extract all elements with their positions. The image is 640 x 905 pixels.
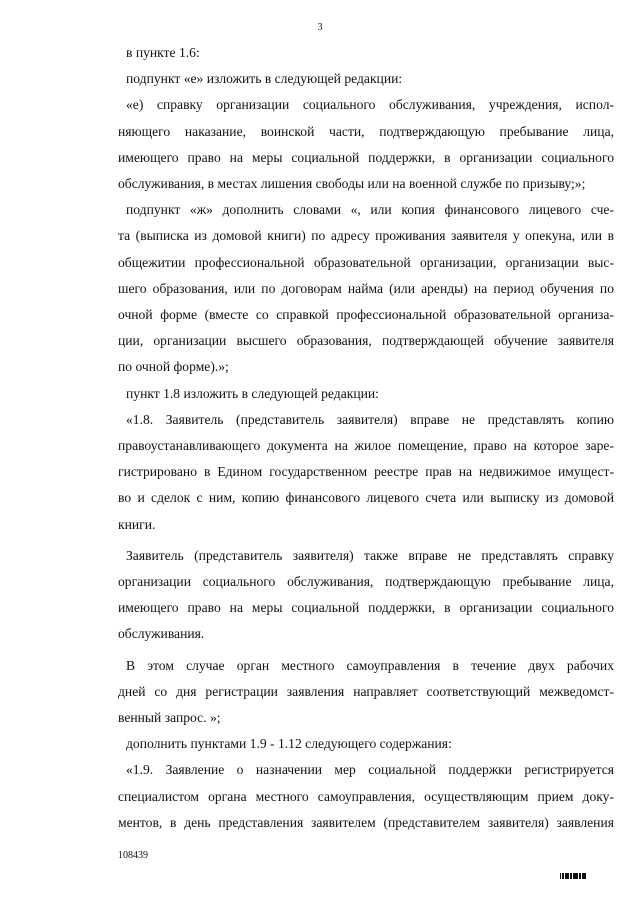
text-line: дней со дня регистрации заявления направляет соответствующий межведомст-	[118, 683, 614, 699]
text-line: подпункт «ж» дополнить словами «, или копия финансового лицевого сче-	[126, 202, 614, 218]
text-line: в пункте 1.6:	[126, 45, 200, 60]
document-code: 108439	[118, 850, 148, 861]
text-line: имеющего право на меры социальной поддержки, в организации социального	[118, 149, 614, 165]
text-line: венный запрос. »;	[118, 710, 221, 726]
text-line: гистрировано в Едином государственном реестре прав на недвижимое имущест-	[118, 464, 614, 480]
text-line: «е) справку организации социального обслуживания, учреждения, испол-	[126, 97, 614, 113]
text-line: общежитии профессиональной образовательной организации, организации выс-	[118, 254, 614, 270]
text-line: очной форме (вместе со справкой профессиональной образовательной организа-	[118, 307, 614, 323]
barcode-mark	[560, 873, 586, 879]
text-line: шего образования, или по договорам найма (или аренды) на период обучения по	[118, 280, 614, 296]
text-line: дополнить пунктами 1.9 - 1.12 следующего содержания:	[126, 736, 452, 752]
text-line: правоустанавливающего документа на жилое помещение, право на которое заре-	[118, 438, 614, 454]
text-line: специалистом органа местного самоуправления, осуществляющим прием доку-	[118, 788, 614, 804]
text-line: по очной форме).»;	[118, 359, 229, 375]
text-line: ментов, в день представления заявителем (представителем заявителя) заявления	[118, 814, 614, 830]
text-line: няющего наказание, воинской части, подтверждающую пребывание лица,	[118, 123, 614, 139]
text-line: пункт 1.8 изложить в следующей редакции:	[126, 385, 379, 401]
document-body	[118, 40, 614, 836]
text-line: книги.	[118, 516, 156, 532]
page-number: 3	[317, 22, 323, 33]
text-line: во и сделок с ним, копию финансового лицевого счета или выписку из домовой	[118, 490, 614, 506]
text-line: обслуживания, в местах лишения свободы или на военной службе по призыву;»;	[118, 176, 586, 192]
text-line: Заявитель (представитель заявителя) также вправе не представлять справку	[126, 547, 614, 563]
text-line: обслуживания.	[118, 626, 205, 642]
text-line: организации социального обслуживания, подтверждающую пребывание лица,	[118, 574, 614, 590]
text-line: «1.8. Заявитель (представитель заявителя) вправе не представлять копию	[126, 411, 614, 427]
text-line: имеющего право на меры социальной поддержки, в организации социального	[118, 600, 614, 616]
text-line: ции, организации высшего образования, подтверждающей обучение заявителя	[118, 333, 614, 349]
text-line: «1.9. Заявление о назначении мер социальной поддержки регистрируется	[126, 762, 614, 778]
text-line: подпункт «е» изложить в следующей редакции:	[126, 71, 403, 87]
text-line: В этом случае орган местного самоуправления в течение двух рабочих	[126, 657, 614, 673]
text-line: та (выписка из домовой книги) по адресу проживания заявителя у опекуна, или в	[118, 228, 614, 244]
